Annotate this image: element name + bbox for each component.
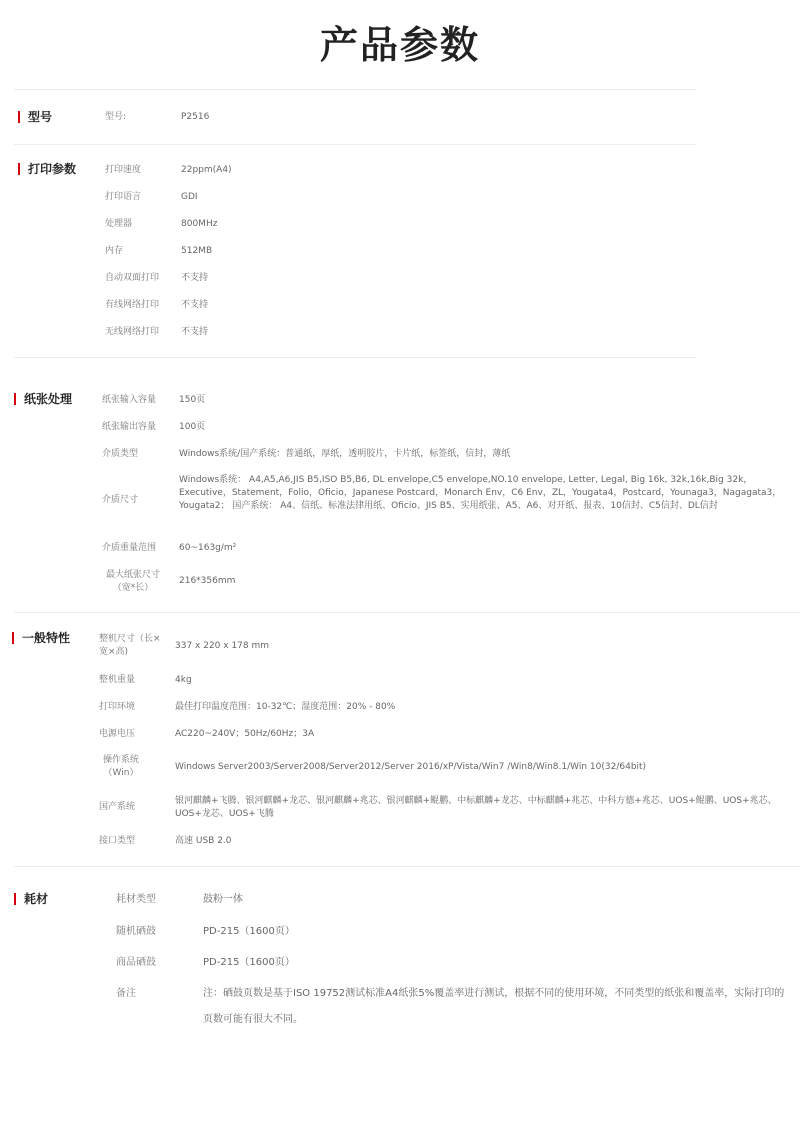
row-label: 介质类型 xyxy=(102,449,139,459)
row-label: 介质重量范围 xyxy=(102,543,157,553)
row-value: Windows系统/国产系统：普通纸，厚纸，透明胶片，卡片纸，标签纸，信封，薄纸 xyxy=(179,449,511,459)
row-label: 电源电压 xyxy=(99,729,136,739)
row-value: 4kg xyxy=(175,675,192,685)
row-value: 800MHz xyxy=(181,219,218,229)
row-label: 耗材类型 xyxy=(116,894,156,905)
row-label: 操作系统（Win） xyxy=(102,755,139,778)
row-value: Windows Server2003/Server2008/Server2012/Server 2016/xP/Vista/Win7 /Win8/Win8.1/Win 10(32/64bit) xyxy=(175,762,647,772)
row-value: 150页 xyxy=(179,395,206,405)
section-title-print-params: 打印参数 xyxy=(18,162,76,176)
row-value: 512MB xyxy=(181,246,213,256)
row-label: 最大纸张尺寸（宽*长） xyxy=(105,570,160,593)
row-label: 纸张输入容量 xyxy=(102,395,157,405)
row-value: 60~163g/m² xyxy=(179,543,237,553)
row-value: 216*356mm xyxy=(179,576,236,586)
row-label: 打印速度 xyxy=(105,165,142,175)
divider xyxy=(14,612,800,613)
row-label: 打印语言 xyxy=(105,192,142,202)
row-label: 接口类型 xyxy=(99,836,136,846)
row-value: PD-215（1600页） xyxy=(203,957,295,968)
row-value: 100页 xyxy=(179,422,206,432)
row-label: 内存 xyxy=(105,246,124,256)
divider xyxy=(14,357,696,358)
row-value: 鼓粉一体 xyxy=(203,894,243,905)
row-value: PD-215（1600页） xyxy=(203,926,295,937)
section-title-model: 型号 xyxy=(18,110,52,124)
row-label: 打印环境 xyxy=(99,702,136,712)
row-label: 纸张输出容量 xyxy=(102,422,157,432)
row-label: 整机重量 xyxy=(99,675,136,685)
row-value: P2516 xyxy=(181,112,210,122)
row-label: 自动双面打印 xyxy=(105,273,160,283)
row-value-note: 注：硒鼓页数是基于ISO 19752测试标准A4纸张5%覆盖率进行测试，根据不同的使用环境，不同类型的纸张和覆盖率，实际打印的页数可能有很大不同。 xyxy=(203,988,785,1025)
row-label: 整机尺寸（长×宽×高) xyxy=(99,634,161,657)
row-value: 337 x 220 x 178 mm xyxy=(175,641,270,651)
divider xyxy=(14,89,696,90)
section-title-paper-handling: 纸张处理 xyxy=(14,392,72,406)
row-label: 国产系统 xyxy=(99,802,136,812)
row-value: 不支持 xyxy=(181,327,209,337)
row-value: 最佳打印温度范围：10-32℃；湿度范围：20% - 80% xyxy=(175,702,396,712)
section-title-general: 一般特性 xyxy=(12,631,70,645)
row-value: 银河麒麟+飞腾、银河麒麟+龙芯、银河麒麟+兆芯、银河麒麟+鲲鹏、中标麒麟+龙芯、中标麒麟+兆芯、中科方德+兆芯、UOS+鲲鹏、UOS+兆芯、UOS+龙芯、UOS+飞腾 xyxy=(175,796,777,819)
divider xyxy=(14,866,800,867)
row-value: 不支持 xyxy=(181,273,209,283)
page-title: 产品参数 xyxy=(319,23,480,67)
row-value: 不支持 xyxy=(181,300,209,310)
row-value: 22ppm(A4) xyxy=(181,165,232,175)
row-label: 无线网络打印 xyxy=(105,327,160,337)
row-label: 随机硒鼓 xyxy=(116,926,156,937)
row-label: 备注 xyxy=(116,988,136,999)
row-label: 有线网络打印 xyxy=(105,300,160,310)
divider xyxy=(14,144,696,145)
row-label: 商品硒鼓 xyxy=(116,957,156,968)
row-value: GDI xyxy=(181,192,198,202)
row-label: 型号: xyxy=(105,112,127,122)
section-title-consumables: 耗材 xyxy=(14,892,48,906)
row-label: 处理器 xyxy=(105,219,133,229)
row-value: AC220~240V；50Hz/60Hz；3A xyxy=(175,729,315,739)
row-value: Windows系统： A4,A5,A6,JIS B5,ISO B5,B6, DL envelope,C5 envelope,NO.10 envelope, Letter, Legal, Big 16k, 32k,16k,Big 32k，Executive，Statement，Folio，Oficio，Japanese Postcard，Monarch Env，C6 Env，ZL，Yougata4，Postcard，Younaga3，Nagagata3，Yougata2； 国产系统： A4、信纸、标准法律用纸、Oficio、JIS B5、实用纸张、A5、A6、对开纸、报表、10信封、C5信封、DL信封 xyxy=(179,475,782,511)
row-value: 高速 USB 2.0 xyxy=(175,836,232,846)
row-label: 介质尺寸 xyxy=(102,495,139,505)
